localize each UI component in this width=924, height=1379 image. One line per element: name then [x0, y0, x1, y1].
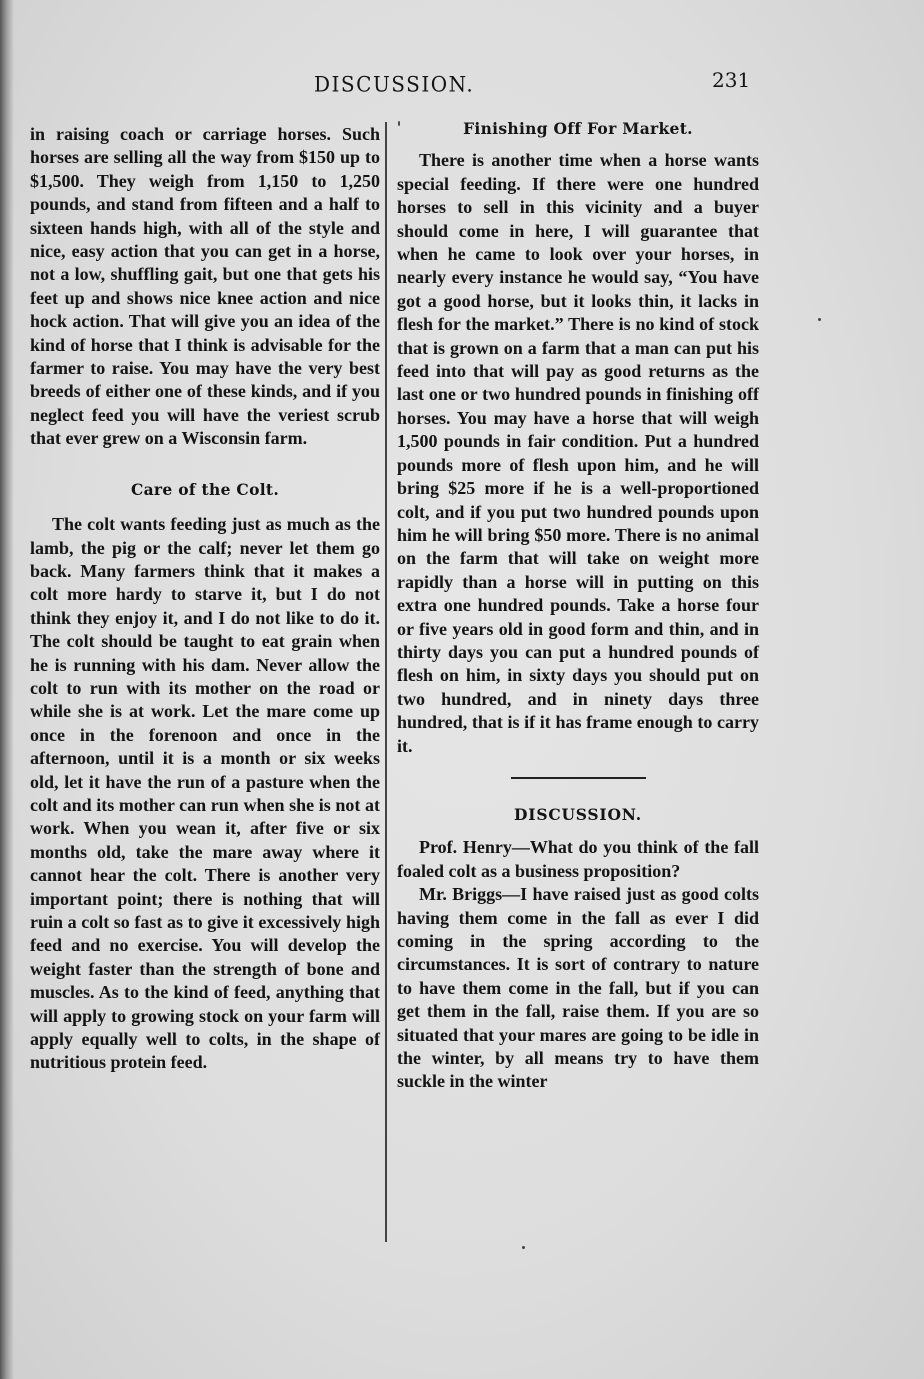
section-heading-care-of-colt: Care of the Colt. [130, 479, 280, 499]
page-number: 231 [712, 68, 751, 92]
section-rule [511, 777, 646, 779]
right-paragraph-3: Mr. Briggs—I have raised just as good colts having them come in the fall as ever I did coming in the spring according to the circumstances. It is sort of contrary to nature to have them come in the fall, but if you can get them in the fall, raise them. If you are so situated that your mares are going to be idle in the winter, by all means try to have them suckle in the winter [397, 884, 759, 1092]
print-speck [522, 1246, 525, 1249]
left-paragraph-2: The colt wants feeding just as much as the lamb, the pig or the calf; never let them go back. Many farmers think that it makes a colt more hardy to starve it, but I do not think they enjoy it, and I do not like to do it. The colt should be taught to eat grain when he is running with his dam. Never allow the colt to run with its mother on the road or while she is at work. Let the mare come up once in the forenoon and once in the afternoon, until it is a month or six weeks old, let it have the run of a pasture when the colt and its mother can run when she is not at work. When you wean it, after five or six months old, take the mare away where it cannot hear the colt. There is another very important point; there is nothing that will ruin a colt so fast as to give it excessively high feed and no exercise. You will develop the weight faster than the strength of bone and muscles. As to the kind of feed, anything that will apply to growing stock on your farm will apply equally well to colts, in the shape of nutritious protein feed. [30, 514, 380, 1073]
running-head: DISCUSSION. [314, 71, 475, 97]
right-column [397, 117, 759, 1094]
right-paragraph-2: Prof. Henry—What do you think of the fall foaled colt as a business proposition? [397, 837, 759, 881]
column-divider [385, 122, 387, 1242]
print-speck [398, 121, 400, 126]
section-heading-discussion: DISCUSSION. [514, 804, 642, 824]
left-paragraph-1: in raising coach or carriage horses. Such horses are selling all the way from $150 up to $1,500. They weigh from 1,150 to 1,250 pounds, and stand from fifteen and a half to sixteen hands high, with all of the style and nice, easy action that you can get in a horse, not a low, shuffling gait, but one that gets his feet up and shows nice knee action and nice hock action. That will give you an idea of the kind of horse that I think is advisable for the farmer to raise. You may have the very best breeds of either one of these kinds, and if you neglect feed you will have the veriest scrub that ever grew on a Wisconsin farm. [30, 124, 380, 449]
left-column [30, 123, 380, 1075]
section-heading-finishing-off: Finishing Off For Market. [463, 119, 693, 138]
right-paragraph-1: There is another time when a horse wants special feeding. If there were one hundred horses to sell in this vicinity and a buyer should come in here, I will guarantee that when he came to look over your horses, in nearly every instance he would say, “You have got a good horse, but it looks thin, it lacks in flesh for the market.” There is no kind of stock that is grown on a farm that a man can put his feed into that will pay as good returns as the last one or two hundred pounds in finishing off horses. You may have a horse that will weigh 1,500 pounds in fair condition. Put a hundred pounds more of flesh upon him, and he will bring $25 more if he is a well-proportioned colt, and if you put two hundred pounds upon him he will bring $50 more. There is no animal on the farm that will take on weight more rapidly than a horse will in putting on this extra one hundred pounds. Take a horse four or five years old in good form and thin, and in thirty days you can put a hundred pounds of flesh on him, in sixty days you should put on two hundred, and in ninety days three hundred, that is if it has frame enough to carry it. [397, 150, 759, 756]
binding-shadow [0, 0, 14, 1379]
print-speck [818, 318, 821, 321]
